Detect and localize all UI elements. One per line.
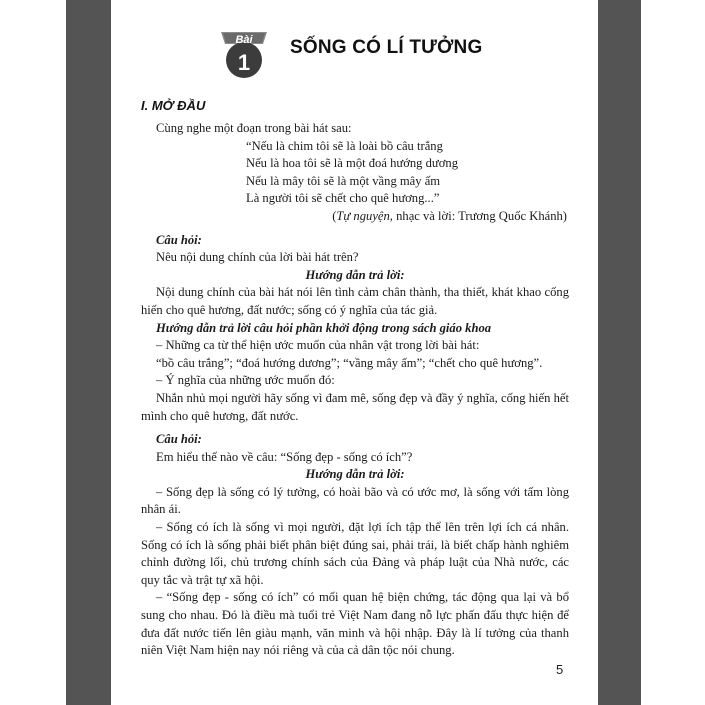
question-text: Nêu nội dung chính của lời bài hát trên? (156, 250, 359, 265)
page-number: 5 (556, 662, 564, 677)
startup-line: “bồ câu trắng”; “đoá hướng dương”; “vầng mây ấm”; “chết cho quê hương”. (156, 355, 543, 370)
badge-number: 1 (237, 50, 251, 75)
poem-line: Là người tôi sẽ chết cho quê hương...” (246, 191, 440, 206)
question-label: Câu hỏi: (156, 232, 202, 247)
answer-text: Nội dung chính của bài hát nói lên tình cảm chân thành, tha thiết, khát khao cống hiến cho quê hương, đất nước; sống có ý nghĩa của tác giả. (141, 285, 569, 317)
answer-guide-heading: Hướng dẫn trả lời: (305, 467, 405, 482)
answer-paragraph: – “Sống đẹp - sống có ích” có mối quan hệ biện chứng, tác động qua lại và bổ sung cho nhau. Đó là điều mà tuổi trẻ Việt Nam đang nỗ lực phấn đấu thực hiện để đưa đất nước tiến lên giàu mạnh, văn minh và hội nhập. Đây là lí tưởng của thanh niên Việt Nam hiện nay nói riêng và của cả dân tộc nói chung. (141, 590, 569, 658)
lesson-badge (217, 30, 271, 80)
intro-line: Cùng nghe một đoạn trong bài hát sau: (156, 121, 352, 135)
right-dark-margin (598, 0, 641, 705)
poem-line: “Nếu là chim tôi sẽ là loài bồ câu trắng (246, 138, 443, 153)
startup-line: Nhắn nhủ mọi người hãy sống vì đam mê, sống đẹp và đầy ý nghĩa, cống hiến hết mình cho quê hương, đất nước. (141, 390, 569, 423)
startup-heading: Hướng dẫn trả lời câu hỏi phần khởi động trong sách giáo khoa (156, 320, 492, 335)
section-heading: I. MỞ ĐẦU (141, 98, 206, 113)
lesson-title: SỐNG CÓ LÍ TƯỞNG (290, 37, 483, 58)
startup-line: – Những ca từ thể hiện ước muốn của nhân vật trong lời bài hát: (156, 338, 480, 353)
answer-paragraph: – Sống có ích là sống vì mọi người, đặt lợi ích tập thể lên trên lợi ích cá nhân. Sống có ích là sống phải biết phân biệt đúng sai, phải trái, là biết chấp hành nghiêm chỉnh đường lối, chủ trương chính sách của Đảng và pháp luật của Nhà nước, các quy tắc và trật tự xã hội. (141, 520, 569, 587)
startup-line: – Ý nghĩa của những ước muốn đó: (156, 373, 335, 388)
song-name: Tự nguyện (336, 208, 390, 223)
answer-guide-heading: Hướng dẫn trả lời: (305, 267, 405, 282)
page-body (141, 120, 569, 660)
question-text: Em hiểu thế nào về câu: “Sống đẹp - sống có ích”? (156, 449, 413, 464)
answer-paragraph: – Sống đẹp là sống có lý tưởng, có hoài bão và có ước mơ, là sống với tấm lòng nhân ái. (141, 484, 569, 517)
poem-line: Nếu là mây tôi sẽ là một vầng mây ấm (246, 173, 441, 188)
left-dark-margin (66, 0, 111, 705)
song-source: (Tự nguyện, nhạc và lời: Trương Quốc Khánh) (332, 208, 567, 223)
song-credit: , nhạc và lời: Trương Quốc Khánh) (389, 208, 567, 223)
badge-word: Bài (235, 34, 253, 46)
poem-line: Nếu là hoa tôi sẽ là một đoá hướng dương (246, 156, 458, 171)
question-label: Câu hỏi: (156, 432, 202, 447)
